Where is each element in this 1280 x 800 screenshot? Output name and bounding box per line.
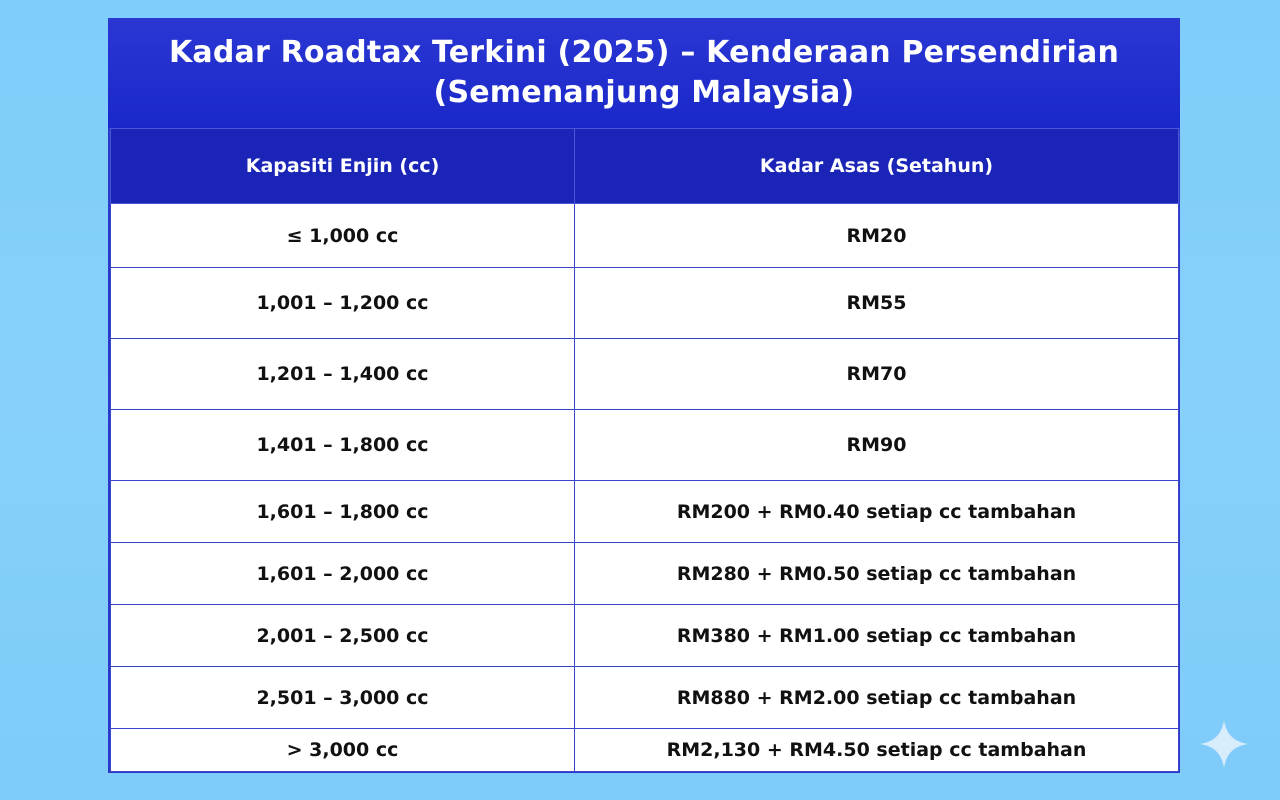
cell-capacity: 2,501 – 3,000 cc [111,667,575,729]
cell-capacity: 1,401 – 1,800 cc [111,410,575,481]
roadtax-rate-table [110,128,1179,772]
cell-rate: RM200 + RM0.40 setiap cc tambahan [575,481,1179,543]
table-row [111,268,1179,339]
cell-capacity: 1,601 – 1,800 cc [111,481,575,543]
cell-rate: RM380 + RM1.00 setiap cc tambahan [575,605,1179,667]
cell-capacity: 2,001 – 2,500 cc [111,605,575,667]
cell-rate: RM280 + RM0.50 setiap cc tambahan [575,543,1179,605]
table-row [111,543,1179,605]
cell-rate: RM2,130 + RM4.50 setiap cc tambahan [575,729,1179,772]
table-row [111,667,1179,729]
table-row [111,204,1179,268]
table-row [111,339,1179,410]
cell-rate: RM880 + RM2.00 setiap cc tambahan [575,667,1179,729]
table-row [111,410,1179,481]
cell-capacity: 1,601 – 2,000 cc [111,543,575,605]
header-engine-capacity: Kapasiti Enjin (cc) [111,129,575,204]
sparkle-icon [1198,718,1250,770]
cell-rate: RM55 [575,268,1179,339]
title-bar [108,18,1180,128]
table-header-row [111,129,1179,204]
cell-rate: RM70 [575,339,1179,410]
roadtax-table-card [108,18,1180,773]
page-title: Kadar Roadtax Terkini (2025) – Kenderaan Persendirian (Semenanjung Malaysia) [168,35,1120,110]
cell-rate: RM20 [575,204,1179,268]
cell-rate: RM90 [575,410,1179,481]
cell-capacity: 1,001 – 1,200 cc [111,268,575,339]
table-row [111,605,1179,667]
table-row [111,481,1179,543]
cell-capacity: ≤ 1,000 cc [111,204,575,268]
table-row [111,729,1179,772]
cell-capacity: 1,201 – 1,400 cc [111,339,575,410]
cell-capacity: > 3,000 cc [111,729,575,772]
header-base-rate: Kadar Asas (Setahun) [575,129,1179,204]
